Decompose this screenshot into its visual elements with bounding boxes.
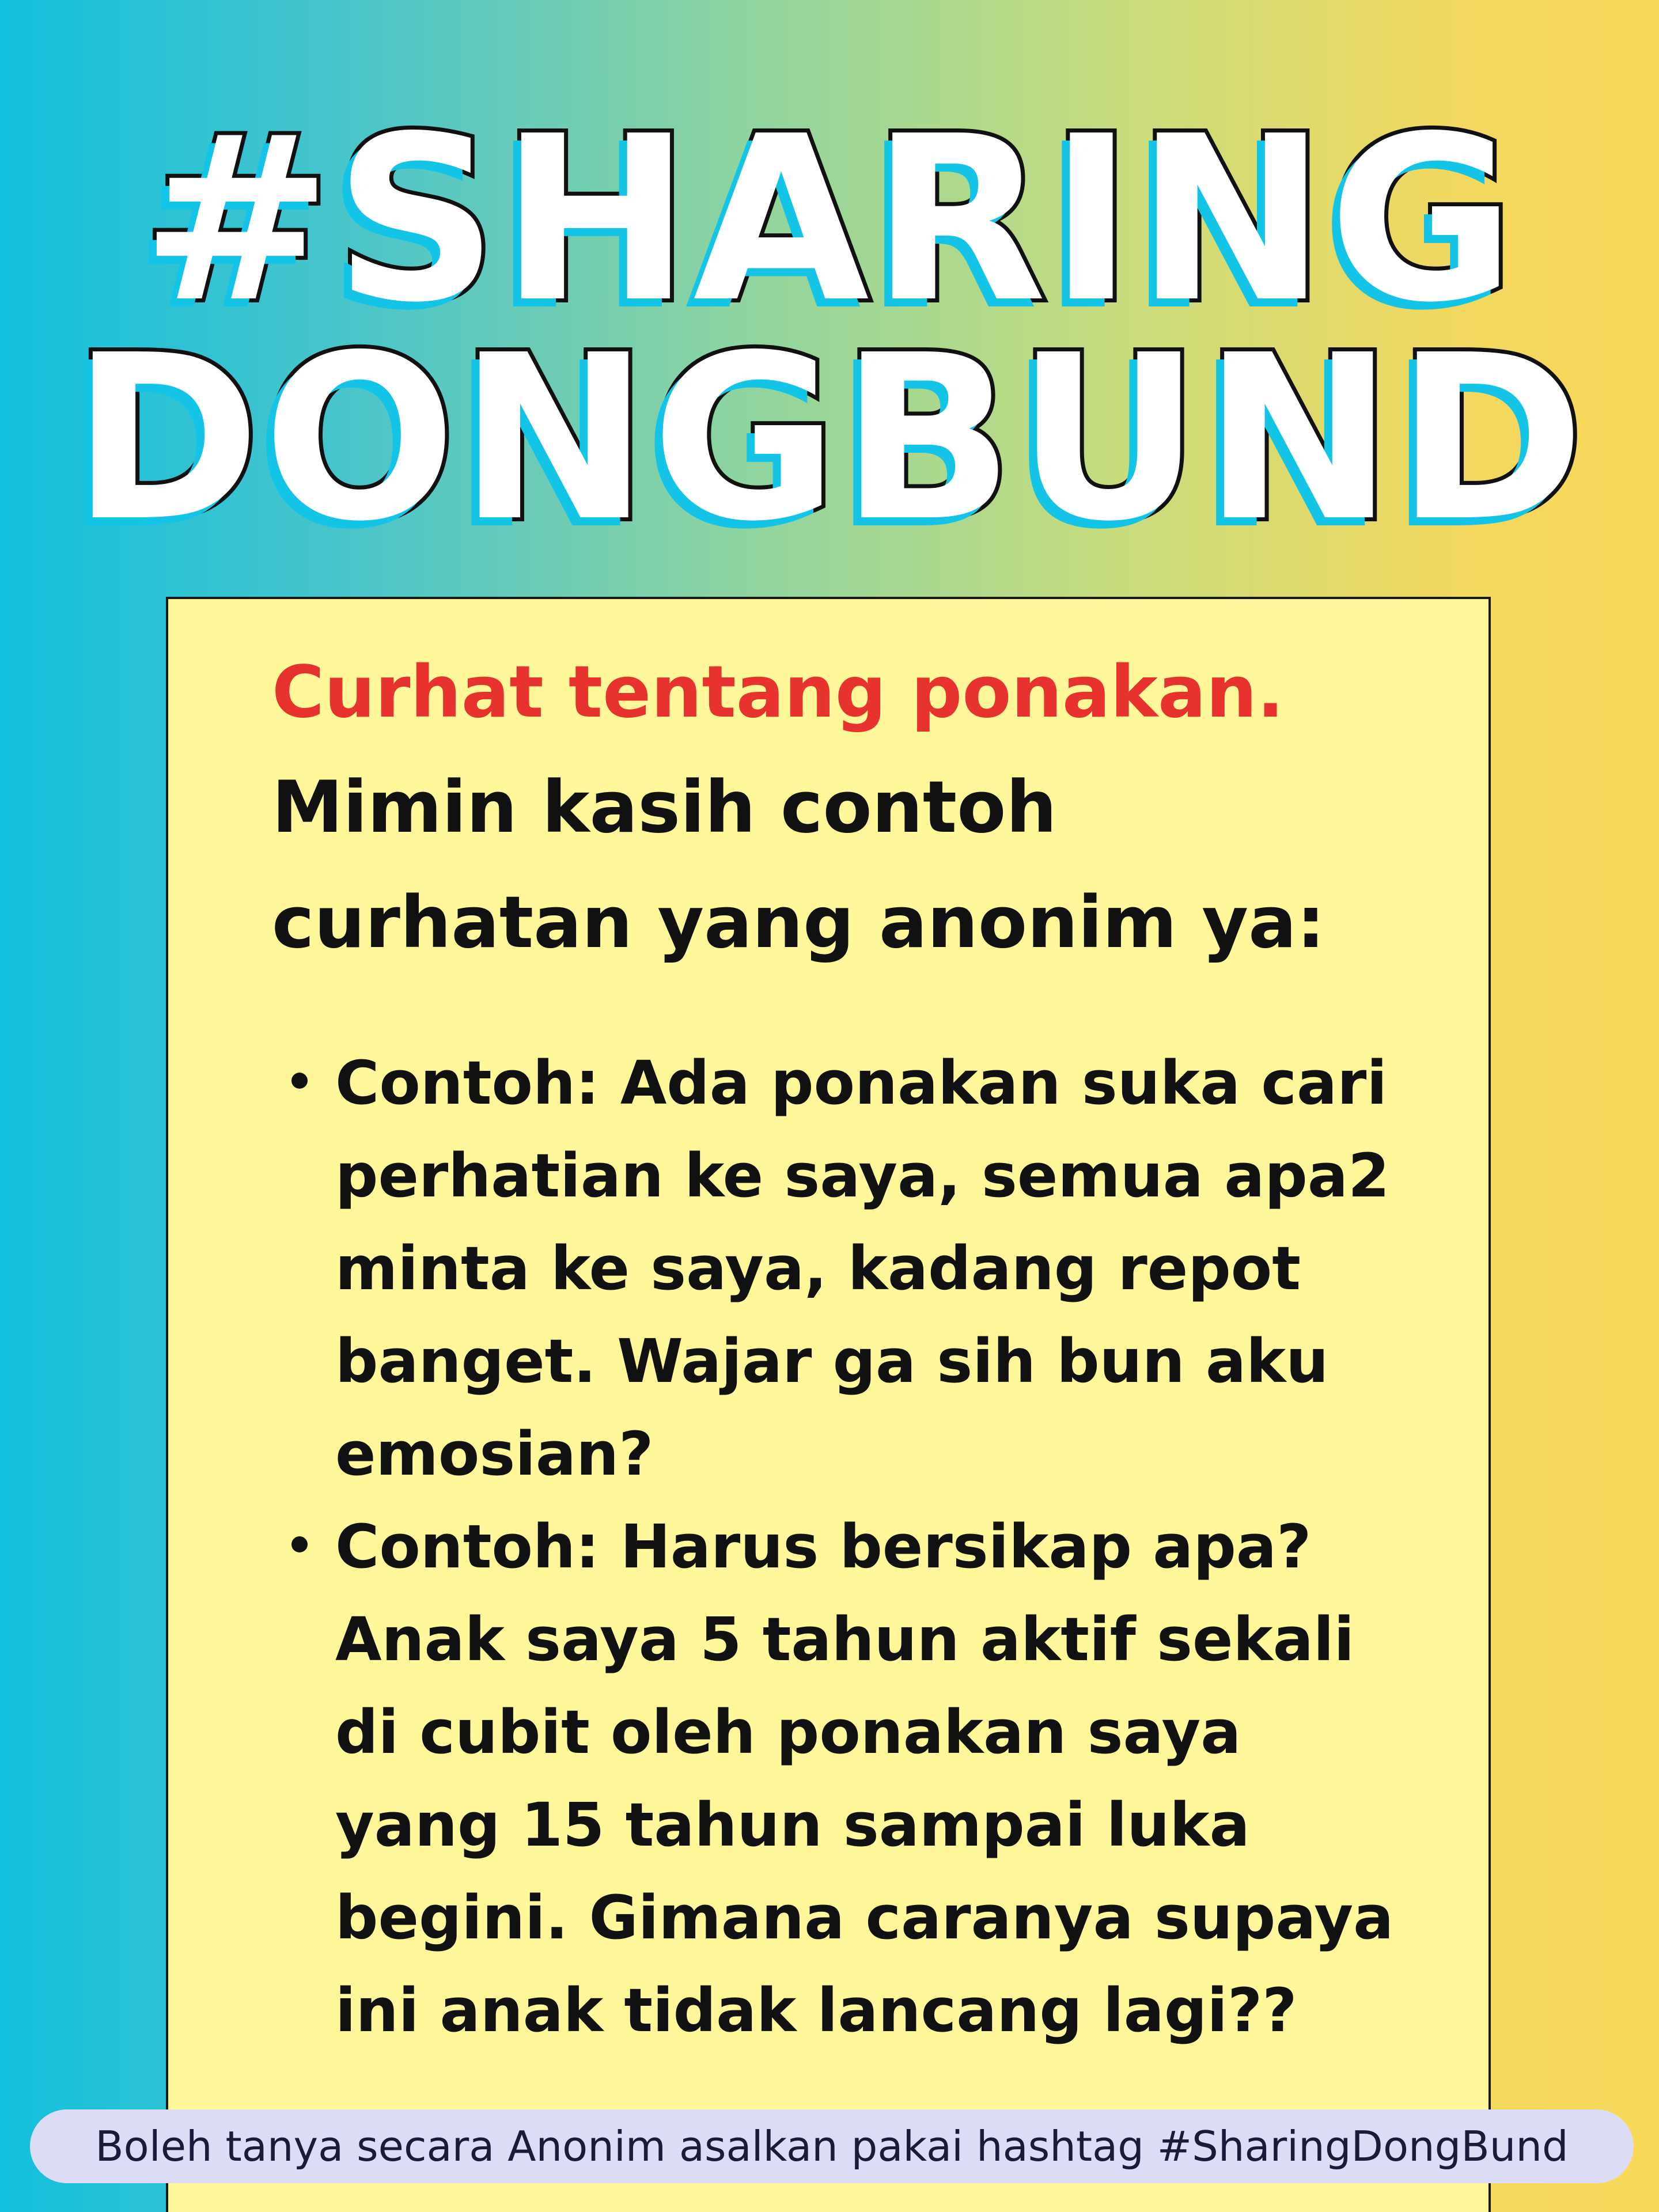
example-text-1: Contoh: Ada ponakan suka cari perhatian ke saya, semua apa2 minta ke saya, kadang repot banget. Wajar ga sih bun aku emosian? — [335, 1048, 1390, 1489]
bullet-dot-icon — [291, 1536, 308, 1552]
example-text-2: Contoh: Harus bersikap apa? Anak saya 5 tahun aktif sekali di cubit oleh ponakan saya yang 15 tahun sampai luka begini. Gimana caranya supaya ini anak tidak lancang lagi?? — [335, 1512, 1394, 2046]
card-intro-line-2: curhatan yang anonim ya: — [272, 881, 1325, 964]
footer-text: Boleh tanya secara Anonim asalkan pakai hashtag #SharingDongBund — [95, 2122, 1569, 2171]
content-card — [166, 597, 1491, 2212]
card-subhead: Curhat tentang ponakan. — [272, 651, 1285, 734]
list-item — [283, 1501, 1424, 2057]
example-list — [283, 1037, 1424, 2057]
list-item — [283, 1037, 1424, 1501]
title-dongbund-line: DONGBUND — [71, 306, 1588, 571]
title-hashtag-line: #SHARING — [141, 88, 1518, 353]
bullet-dot-icon — [291, 1073, 308, 1089]
card-intro-line-1: Mimin kasih contoh — [272, 766, 1057, 849]
footer-banner — [30, 2109, 1634, 2183]
